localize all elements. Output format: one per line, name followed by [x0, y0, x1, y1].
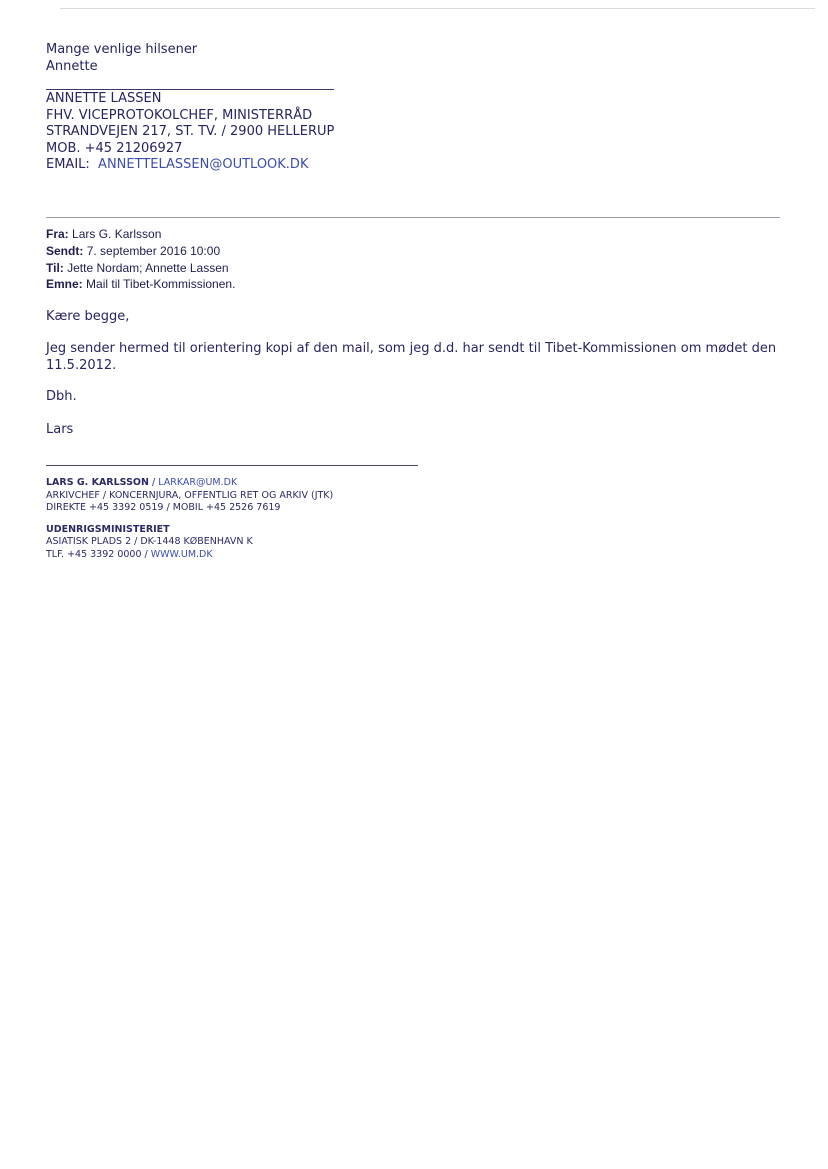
to-label: Til:: [46, 260, 64, 275]
lars-separator: /: [148, 477, 159, 488]
lars-phones: DIREKTE +45 3392 0519 / MOBIL +45 2526 7619: [46, 502, 281, 514]
signature-email-line: [46, 157, 334, 174]
signoff: Dbh.: [46, 389, 77, 404]
lars-email-link[interactable]: LARKAR@UM.DK: [158, 477, 238, 488]
header-to: [46, 260, 235, 277]
closing-greeting: Mange venlige hilsener: [46, 42, 198, 57]
signature-email-label: EMAIL:: [46, 157, 90, 172]
lars-address: ASIATISK PLADS 2 / DK-1448 KØBENHAVN K: [46, 536, 253, 548]
subject-label: Emne:: [46, 277, 83, 292]
header-from: [46, 226, 235, 243]
from-value: Lars G. Karlsson: [72, 227, 162, 241]
closing-name: Annette: [46, 58, 98, 74]
signature-email-link[interactable]: ANNETTELASSEN@OUTLOOK.DK: [98, 157, 309, 172]
header-divider: [46, 217, 780, 218]
lars-tel-line: [46, 549, 333, 562]
lars-name-line: [46, 477, 333, 490]
lars-signature: [46, 477, 333, 562]
signature-address: STRANDVEJEN 217, ST. TV. / 2900 HELLERUP: [46, 124, 335, 139]
to-value: Jette Nordam; Annette Lassen: [67, 260, 229, 275]
lars-tel: TLF. +45 3392 0000 /: [46, 548, 151, 560]
signature-divider: [46, 89, 334, 90]
lars-title: ARKIVCHEF / KONCERNJURA, OFFENTLIG RET OG ARKIV (JTK): [46, 489, 334, 501]
header-sent: [46, 243, 235, 260]
closing: [46, 42, 197, 75]
signature-name: ANNETTE LASSEN: [46, 91, 162, 106]
signature-mobile: MOB. +45 21206927: [46, 140, 183, 156]
header-subject: [46, 276, 235, 293]
body-paragraph: Jeg sender hermed til orientering kopi af den mail, som jeg d.d. har sendt til Tibet-Kommissionen om mødet den 11.5.2012.: [46, 341, 777, 373]
subject-value: Mail til Tibet-Kommissionen.: [86, 277, 236, 292]
from-label: Fra:: [46, 227, 69, 241]
lars-name: LARS G. KARLSSON: [46, 477, 149, 488]
signature-title: FHV. VICEPROTOKOLCHEF, MINISTERRÅD: [46, 107, 313, 123]
lars-web-link[interactable]: WWW.UM.DK: [150, 548, 213, 560]
sent-label: Sendt:: [46, 243, 84, 258]
sender-name: Lars: [46, 422, 74, 437]
sent-value: 7. september 2016 10:00: [86, 243, 221, 258]
greeting: Kære begge,: [46, 309, 130, 324]
top-divider: [60, 8, 815, 9]
lars-signature-divider: [46, 465, 418, 466]
annette-signature: [46, 91, 334, 174]
forwarded-header: [46, 226, 235, 293]
lars-org: UDENRIGSMINISTERIET: [46, 523, 170, 535]
